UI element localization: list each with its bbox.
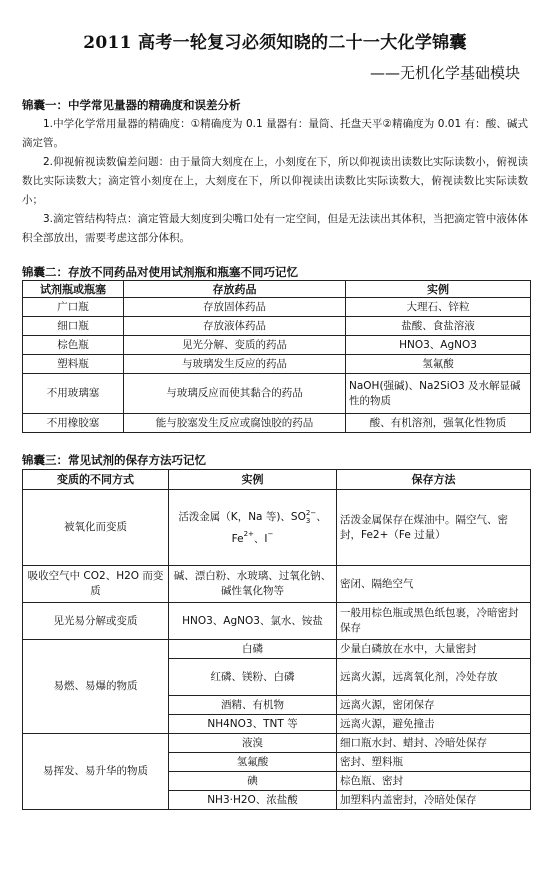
- section-3-heading: 锦囊三：常见试剂的保存方法巧记忆: [22, 453, 206, 467]
- document-subtitle: ——无机化学基础模块: [369, 64, 520, 82]
- table-row: [23, 603, 531, 640]
- table-cell: 与玻璃发生反应的药品: [124, 355, 346, 374]
- table-cell: NaOH(强碱)、Na2SiO3 及水解显碱性的物质: [346, 374, 531, 414]
- oxidizable-examples-text: 活泼金属（K，Na 等)、SO: [178, 510, 306, 523]
- column-header: 实例: [169, 470, 337, 490]
- table-row: [23, 734, 531, 753]
- table-cell: [169, 490, 337, 566]
- section-1-paragraph-3: [22, 210, 528, 248]
- table-cell: 能与胶塞发生反应或腐蚀胶的药品: [124, 414, 346, 433]
- table-cell: 碘: [169, 772, 337, 791]
- table-cell: 液溴: [169, 734, 337, 753]
- column-header: 变质的不同方式: [23, 470, 169, 490]
- table-cell: 与玻璃反应而使其黏合的药品: [124, 374, 346, 414]
- section-1-paragraph-2-text: 2.仰视俯视读数偏差问题：由于量筒大刻度在上，小刻度在下，所以仰视读出读数比实际读数小，俯视读数比实际读数大；滴定管小刻度在上，大刻度在下，所以仰视读出读数比实际读数大，俯视读数比实际读数小；: [22, 156, 528, 206]
- section-1-heading: 锦囊一：中学常见量器的精确度和误差分析: [22, 98, 241, 112]
- table-cell: 氢氟酸: [346, 355, 531, 374]
- table-row: [23, 566, 531, 603]
- table-cell: 不用玻璃塞: [23, 374, 124, 414]
- table-cell: 碱、漂白粉、水玻璃、过氧化钠、碱性氧化物等: [169, 566, 337, 603]
- table-cell: HNO3、AgNO3、氯水、铵盐: [169, 603, 337, 640]
- table-cell: 远离火源，避免撞击: [337, 715, 531, 734]
- table-row: [23, 414, 531, 433]
- table-cell: 一般用棕色瓶或黑色纸包裹，冷暗密封保存: [337, 603, 531, 640]
- table-cell: 吸收空气中 CO2、H2O 而变质: [23, 566, 169, 603]
- table-cell: 加塑料内盖密封，冷暗处保存: [337, 791, 531, 810]
- table-header-row: [23, 281, 531, 298]
- table-cell: 密闭、隔绝空气: [337, 566, 531, 603]
- table-cell: 塑料瓶: [23, 355, 124, 374]
- table-cell: 见光分解、变质的药品: [124, 336, 346, 355]
- table-cell: 氢氟酸: [169, 753, 337, 772]
- table-row: [23, 336, 531, 355]
- table-cell: 活泼金属保存在煤油中。隔空气、密封，Fe2+（Fe 过量）: [337, 490, 531, 566]
- table-cell: 细口瓶水封、蜡封、冷暗处保存: [337, 734, 531, 753]
- table-header-row: [23, 470, 531, 490]
- table-row: [23, 317, 531, 336]
- table-cell: 存放液体药品: [124, 317, 346, 336]
- section-1-paragraph-1-text: 1.中学化学常用量器的精确度：①精确度为 0.1 量器有：量筒、托盘天平②精确度为 0.01 有：酸、碱式滴定管。: [22, 118, 528, 149]
- reagent-bottle-table: [22, 280, 531, 433]
- table-cell: 棕色瓶: [23, 336, 124, 355]
- sulfite-subscript: 3: [305, 516, 311, 525]
- section-2-heading: 锦囊二：存放不同药品对使用试剂瓶和瓶塞不同巧记忆: [22, 265, 298, 279]
- table-cell: HNO3、AgNO3: [346, 336, 531, 355]
- table-cell: 见光易分解或变质: [23, 603, 169, 640]
- section-1-paragraph-2: [22, 153, 528, 210]
- table-cell: 远离火源，密闭保存: [337, 696, 531, 715]
- table-cell: 远离火源，远离氧化剂，冷处存放: [337, 659, 531, 696]
- iodide-ion-charge: −: [267, 529, 274, 538]
- column-header: 实例: [346, 281, 531, 298]
- iron-ion-charge: 2+: [243, 529, 254, 538]
- table-cell: 密封、塑料瓶: [337, 753, 531, 772]
- reagent-storage-table: [22, 469, 531, 810]
- sulfite-charge: [306, 509, 316, 525]
- table-cell: 红磷、镁粉、白磷: [169, 659, 337, 696]
- section-1-paragraph-1: [22, 115, 528, 153]
- table-cell: 棕色瓶、密封: [337, 772, 531, 791]
- table-cell: 广口瓶: [23, 298, 124, 317]
- table-cell: 大理石、锌粒: [346, 298, 531, 317]
- table-cell: 少量白磷放在水中，大量密封: [337, 640, 531, 659]
- table-row: [23, 298, 531, 317]
- oxidizable-examples-separator: 、: [316, 510, 327, 523]
- oxidizable-examples-line-2: [172, 528, 333, 550]
- table-cell: NH3·H2O、浓盐酸: [169, 791, 337, 810]
- table-cell: 存放固体药品: [124, 298, 346, 317]
- table-cell: 易燃、易爆的物质: [23, 640, 169, 734]
- table-cell: 被氧化而变质: [23, 490, 169, 566]
- table-cell: NH4NO3、TNT 等: [169, 715, 337, 734]
- oxidizable-examples-line-1: [172, 506, 333, 528]
- sulfite-superscript: 2−: [305, 508, 317, 517]
- table-row: [23, 640, 531, 659]
- iron-ion: Fe: [231, 532, 244, 545]
- table-cell: 细口瓶: [23, 317, 124, 336]
- column-header: 保存方法: [337, 470, 531, 490]
- table-row: [23, 490, 531, 566]
- table-cell: 酸、有机溶剂，强氧化性物质: [346, 414, 531, 433]
- table-cell: 盐酸、食盐溶液: [346, 317, 531, 336]
- table-cell: 易挥发、易升华的物质: [23, 734, 169, 810]
- column-header: 存放药品: [124, 281, 346, 298]
- iodide-ion: 、I: [253, 532, 268, 545]
- table-cell: 不用橡胶塞: [23, 414, 124, 433]
- table-cell: 白磷: [169, 640, 337, 659]
- section-1-paragraph-3-text: 3.滴定管结构特点：滴定管最大刻度到尖嘴口处有一定空间，但是无法读出其体积，当把滴定管中液体体积全部放出，需要考虑这部分体积。: [22, 213, 528, 244]
- table-row: [23, 355, 531, 374]
- document-title: 2011 高考一轮复习必须知晓的二十一大化学锦囊: [83, 33, 467, 53]
- table-cell: 酒精、有机物: [169, 696, 337, 715]
- column-header: 试剂瓶或瓶塞: [23, 281, 124, 298]
- table-row: [23, 374, 531, 414]
